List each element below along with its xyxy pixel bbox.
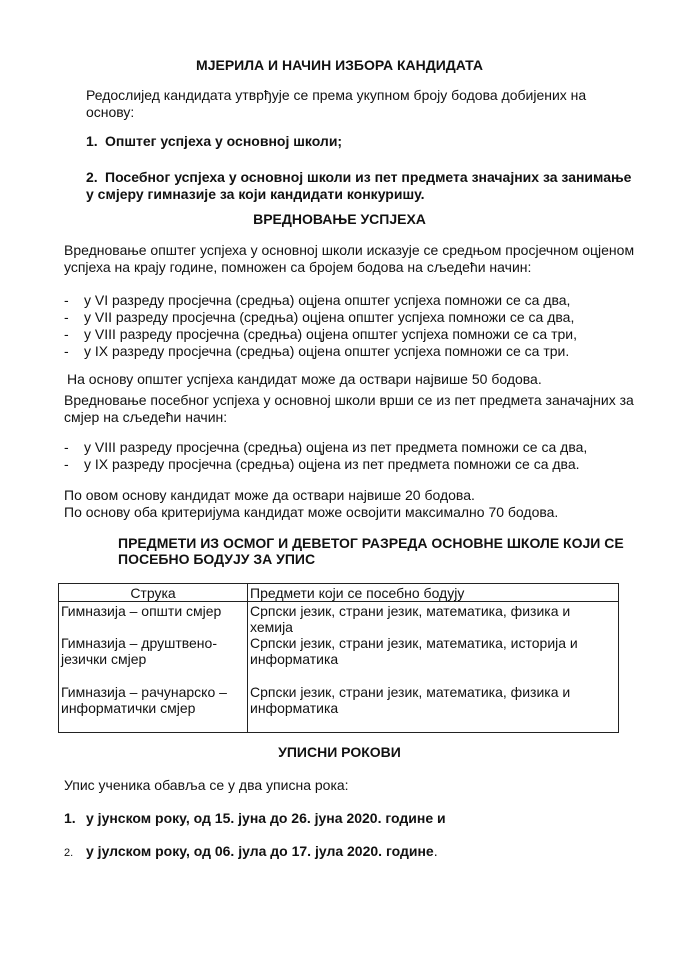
struka-line: Гимназија – општи смјер xyxy=(61,603,222,619)
term-2-period: . xyxy=(433,843,438,859)
struka-line: Гимназија – рачунарско – xyxy=(61,684,227,700)
struka-line: језички смјер xyxy=(61,651,147,667)
term-2 xyxy=(86,843,438,860)
term-1-number: 1. xyxy=(64,810,76,826)
section-title-evaluation: ВРЕДНОВАЊЕ УСПЈЕХА xyxy=(253,211,426,227)
general-item-3: у VIII разреду просјечна (средња) оцјена општег успјеха помножи се са три, xyxy=(84,326,578,342)
section-title-criteria: МЈЕРИЛА И НАЧИН ИЗБОРА КАНДИДАТА xyxy=(196,57,483,73)
criterion-2-text: Посебног успјеха у основној школи из пет предмета значајних за занимање у смјеру гимназије за који кандидати конкуришу. xyxy=(86,169,632,202)
general-item-2: у VII разреду просјечна (средња) оцјена општег успјеха помножи се са два, xyxy=(84,309,575,325)
subjects-title-line2: ПОСЕБНО БОДУЈУ ЗА УПИС xyxy=(118,551,316,567)
table-cell-predmeti xyxy=(248,602,619,636)
general-item-4: у IX разреду просјечна (средња) оцјена општег успјеха помножи се са три. xyxy=(84,343,570,359)
bullet-dash: - xyxy=(64,326,69,342)
criterion-1-number: 1. xyxy=(86,133,98,149)
criteria-intro: Редослијед кандидата утврђује се према укупном броју бодова добијених на основу: xyxy=(86,87,587,120)
term-2-number: 2. xyxy=(64,847,74,859)
bullet-dash: - xyxy=(64,309,69,325)
table-cell-struka xyxy=(59,684,248,733)
predmeti-line: Српски језик, страни језик, математика, физика и xyxy=(250,684,571,700)
table-row xyxy=(59,635,619,684)
general-max-points: На основу општег успјеха кандидат може да оствари највише 50 бодова. xyxy=(67,371,542,387)
criterion-2-number: 2. xyxy=(86,169,98,185)
predmeti-line: информатика xyxy=(250,651,339,667)
table-cell-predmeti xyxy=(248,635,619,684)
enrollment-intro: Упис ученика обавља се у два уписна рока: xyxy=(64,777,349,793)
special-max-points: По овом основу кандидат може да оствари највише 20 бодова. xyxy=(64,487,475,503)
general-intro: Вредновање општег успјеха у основној школи исказује се средњом просјечном оцјеном успјеха на крају године, помножен са бројем бодова на сљедећи начин: xyxy=(64,242,635,275)
table-row xyxy=(59,684,619,733)
bullet-dash: - xyxy=(64,456,69,472)
special-intro: Вредновање посебног успјеха у основној школи врши се из пет предмета заначајних за смјер на сљедећи начин: xyxy=(64,392,634,425)
special-item-1: у VIII разреду просјечна (средња) оцјена из пет предмета помножи се са два, xyxy=(84,439,588,455)
table-cell-struka xyxy=(59,602,248,636)
term-2-text: у јулском року, од 06. јула до 17. јула 2020. године xyxy=(86,843,434,859)
struka-line: информатички смјер xyxy=(61,700,196,716)
table-header-row xyxy=(59,584,619,602)
table-cell-predmeti xyxy=(248,684,619,733)
column-header-struka: Струка xyxy=(59,584,248,602)
general-item-1: у VI разреду просјечна (средња) оцјена општег успјеха помножи се са два, xyxy=(84,292,571,308)
subjects-table xyxy=(58,583,619,733)
table-row xyxy=(59,602,619,636)
predmeti-line: Српски језик, страни језик, математика, историја и xyxy=(250,635,578,651)
struka-line: Гимназија – друштвено- xyxy=(61,635,217,651)
bullet-dash: - xyxy=(64,343,69,359)
criterion-1-text: Општег успјеха у основној школи; xyxy=(105,133,343,149)
subjects-title-line1: ПРЕДМЕТИ ИЗ ОСМОГ И ДЕВЕТОГ РАЗРЕДА ОСНОВНЕ ШКОЛЕ КОЈИ СЕ xyxy=(118,535,624,551)
table-cell-struka xyxy=(59,635,248,684)
term-1-text: у јунском року, од 15. јуна до 26. јуна 2020. године и xyxy=(86,810,446,826)
predmeti-line: информатика xyxy=(250,700,339,716)
bullet-dash: - xyxy=(64,292,69,308)
special-item-2: у IX разреду просјечна (средња) оцјена из пет предмета помножи се са два. xyxy=(84,456,580,472)
predmeti-line: Српски језик, страни језик, математика, физика и хемија xyxy=(250,603,571,635)
total-max-points: По основу оба критеријума кандидат може освојити максимално 70 бодова. xyxy=(64,504,559,520)
column-header-predmeti: Предмети који се посебно бодују xyxy=(248,584,619,602)
bullet-dash: - xyxy=(64,439,69,455)
section-title-enrollment-terms: УПИСНИ РОКОВИ xyxy=(278,744,401,760)
